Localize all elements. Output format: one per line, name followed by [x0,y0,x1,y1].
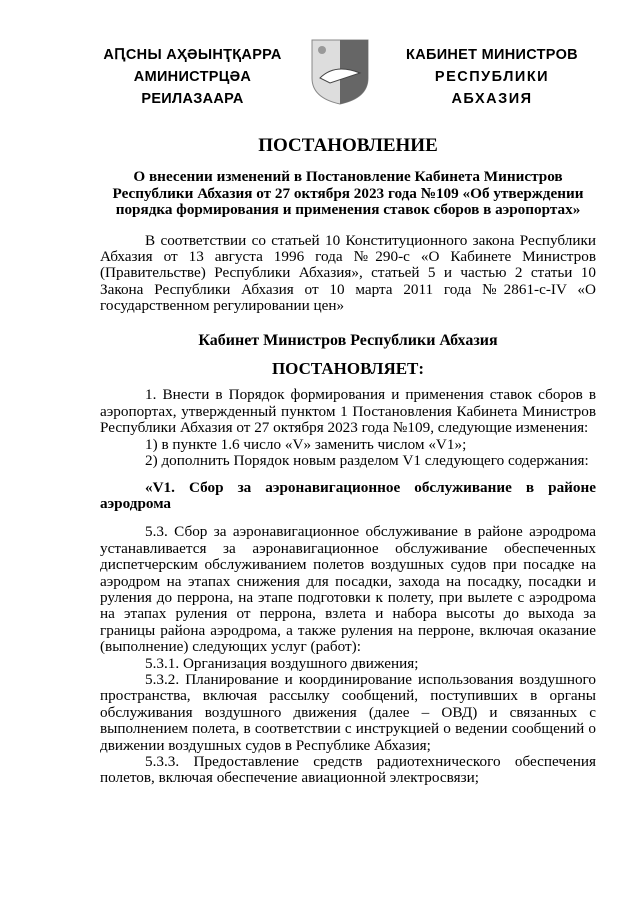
item-1-1: 1) в пункте 1.6 число «V» заменить числом «V1»; [145,435,467,453]
document-body [100,135,596,787]
preamble: В соответствии со статьей 10 Конституционного закона Республики Абхазия от 13 августа 1996 года №290-с «О Кабинете Министров (Правительстве) Республики Абхазия», статьей 5 и частью 2 статьи 10 Закона Республики Абхазия от 10 марта 2011 года №2861-с-IV «О государственном регулировании цен» [100,231,596,315]
authority: Кабинет Министров Республики Абхазия [198,331,498,349]
clause-5-3: 5.3. Сбор за аэронавигационное обслуживание в районе аэродрома устанавливается за аэронавигационное обслуживание обеспеченных диспетчерским обслуживанием полетов воздушных судов при посадке на аэродром на этапах снижения для посадки, захода на посадку, посадки и руления до перрона, на этапе подготовки к полету, при вылете с аэродрома на этапах руления от перрона, взлета и набора высоты до выхода за границы района аэродрома, а также руления на перроне, включая оказание (выполнение) следующих услуг (работ): [100,523,596,656]
clause-5-3-1: 5.3.1. Организация воздушного движения; [145,654,419,672]
item-1-2: 2) дополнить Порядок новым разделом V1 следующего содержания: [145,452,589,470]
document-title: ПОСТАНОВЛЕНИЕ [258,135,438,156]
header-left-line1: АԤСНЫ АҲӘЫНҬҚАРРА [103,47,282,63]
header-russian [392,44,592,110]
header-abkhaz [85,44,300,110]
document-subject: О внесении изменений в Постановление Кабинета Министров Республики Абхазия от 27 октября 2023 года №109 «Об утверждении порядка формирования и применения ставок сборов в аэропортах» [112,168,584,219]
clause-5-3-3: 5.3.3. Предоставление средств радиотехнического обеспечения полетов, включая обеспечение авиационной электросвязи; [100,753,596,787]
item-1: 1. Внести в Порядок формирования и применения ставок сборов в аэропортах, утвержденный пунктом 1 Постановления Кабинета Министров Республики Абхазия от 27 октября 2023 года №109, следующие изменения: [100,386,596,437]
clause-5-3-2: 5.3.2. Планирование и координирование использования воздушного пространства, включая рассылку сообщений, поступивших в органы обслуживания воздушного движения (далее – ОВД) и связанных с выполнением полета, в соответствии с инструкцией о ведении сообщений о движении воздушных судов в Республике Абхазия; [100,670,596,754]
section-title: «V1. Сбор за аэронавигационное обслуживание в районе аэродрома [100,478,596,512]
decree: ПОСТАНОВЛЯЕТ: [271,359,425,379]
header-right-line2: РЕСПУБЛИКИ АБХАЗИЯ [434,69,550,107]
header-left-line2: АМИНИСТРЦӘА РЕИЛАЗААРА [133,69,252,107]
header-right-line1: КАБИНЕТ МИНИСТРОВ [406,47,578,63]
coat-of-arms-icon [310,38,370,106]
